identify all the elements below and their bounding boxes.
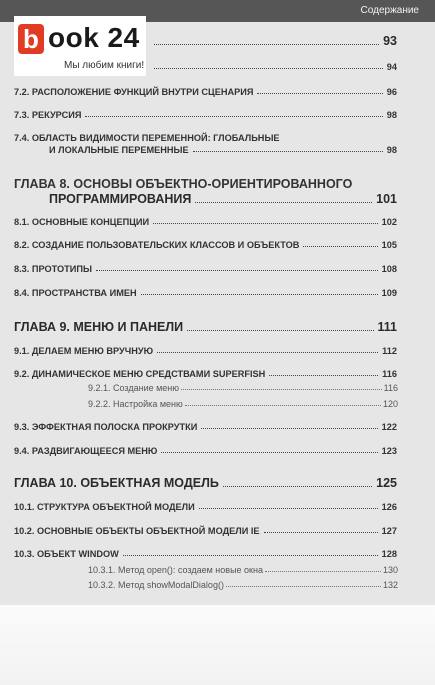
chapter-entry: ГЛАВА 9. МЕНЮ И ПАНЕЛИ 111: [14, 320, 397, 334]
toc-entry: И ЛОКАЛЬНЫЕ ПЕРЕМЕННЫЕ 98: [49, 145, 397, 155]
page-number: 109: [381, 288, 397, 298]
page-margin-below: [0, 605, 435, 685]
toc-entry-line1: 7.4. ОБЛАСТЬ ВИДИМОСТИ ПЕРЕМЕННОЙ: ГЛОБАЛЬНЫЕ: [14, 133, 280, 143]
toc-subentry: 10.3.2. Метод showModalDialog() 132: [88, 580, 398, 590]
toc-entry: [150, 62, 397, 72]
toc-entry: 7.2. РАСПОЛОЖЕНИЕ ФУНКЦИЙ ВНУТРИ СЦЕНАРИЯ 96: [14, 87, 397, 97]
toc-entry: 8.3. ПРОТОТИПЫ 108: [14, 264, 397, 274]
toc-subentry: 9.2.1. Создание меню 116: [88, 383, 398, 393]
page-number: 101: [376, 192, 397, 206]
toc-entry: 10.2. ОСНОВНЫЕ ОБЪЕКТЫ ОБЪЕКТНОЙ МОДЕЛИ IE 127: [14, 526, 397, 536]
page-number: 132: [382, 580, 398, 590]
page-number: 102: [381, 217, 397, 227]
toc-entry: 9.4. РАЗДВИГАЮЩЕЕСЯ МЕНЮ 123: [14, 446, 397, 456]
page-number: 127: [381, 526, 397, 536]
page-number: 93: [383, 34, 397, 48]
chapter-entry: ПРОГРАММИРОВАНИЯ 101: [49, 192, 397, 206]
toc-entry: 10.3. ОБЪЕКТ WINDOW 128: [14, 549, 397, 559]
logo-wordmark: ook 24: [48, 22, 140, 53]
toc-entry: 9.2. ДИНАМИЧЕСКОЕ МЕНЮ СРЕДСТВАМИ SUPERFISH 116: [14, 369, 397, 379]
page-number: 128: [381, 549, 397, 559]
toc-entry: 8.2. СОЗДАНИЕ ПОЛЬЗОВАТЕЛЬСКИХ КЛАССОВ И ОБЪЕКТОВ 105: [14, 240, 397, 250]
page-number: 105: [381, 240, 397, 250]
toc-entry: 9.1. ДЕЛАЕМ МЕНЮ ВРУЧНУЮ 112: [14, 346, 397, 356]
toc-entry: 10.1. СТРУКТУРА ОБЪЕКТНОЙ МОДЕЛИ 126: [14, 502, 397, 512]
page-number: 98: [386, 145, 397, 155]
logo-mark-icon: b: [18, 24, 44, 54]
toc-entry: 9.3. ЭФФЕКТНАЯ ПОЛОСКА ПРОКРУТКИ 122: [14, 422, 397, 432]
page-number: 116: [382, 369, 397, 379]
page-number: 111: [377, 320, 397, 334]
page-number: 122: [381, 422, 397, 432]
toc-entry: 8.4. ПРОСТРАНСТВА ИМЕН 109: [14, 288, 397, 298]
header-title: Содержание: [360, 5, 419, 16]
page-number: 130: [382, 565, 398, 575]
book24-logo[interactable]: [14, 16, 146, 76]
toc-entry: 8.1. ОСНОВНЫЕ КОНЦЕПЦИИ 102: [14, 217, 397, 227]
page-number: 96: [386, 87, 397, 97]
page-number: 125: [376, 476, 397, 490]
chapter-entry: ГЛАВА 10. ОБЪЕКТНАЯ МОДЕЛЬ 125: [14, 476, 397, 490]
toc-entry: [150, 34, 397, 48]
page-number: 116: [383, 383, 398, 393]
page-number: 123: [381, 446, 397, 456]
page-number: 112: [382, 346, 397, 356]
page-number: 126: [381, 502, 397, 512]
page-number: 120: [382, 399, 398, 409]
toc-subentry: 9.2.2. Настройка меню 120: [88, 399, 398, 409]
toc-entry: 7.3. РЕКУРСИЯ 98: [14, 110, 397, 120]
page-number: 98: [386, 110, 397, 120]
logo-tagline: Мы любим книги!: [64, 60, 145, 71]
page-number: 108: [381, 264, 397, 274]
page-number: 94: [386, 62, 397, 72]
chapter-title-line1: ГЛАВА 8. ОСНОВЫ ОБЪЕКТНО-ОРИЕНТИРОВАННОГО: [14, 177, 353, 191]
toc-subentry: 10.3.1. Метод open(): создаем новые окна 130: [88, 565, 398, 575]
